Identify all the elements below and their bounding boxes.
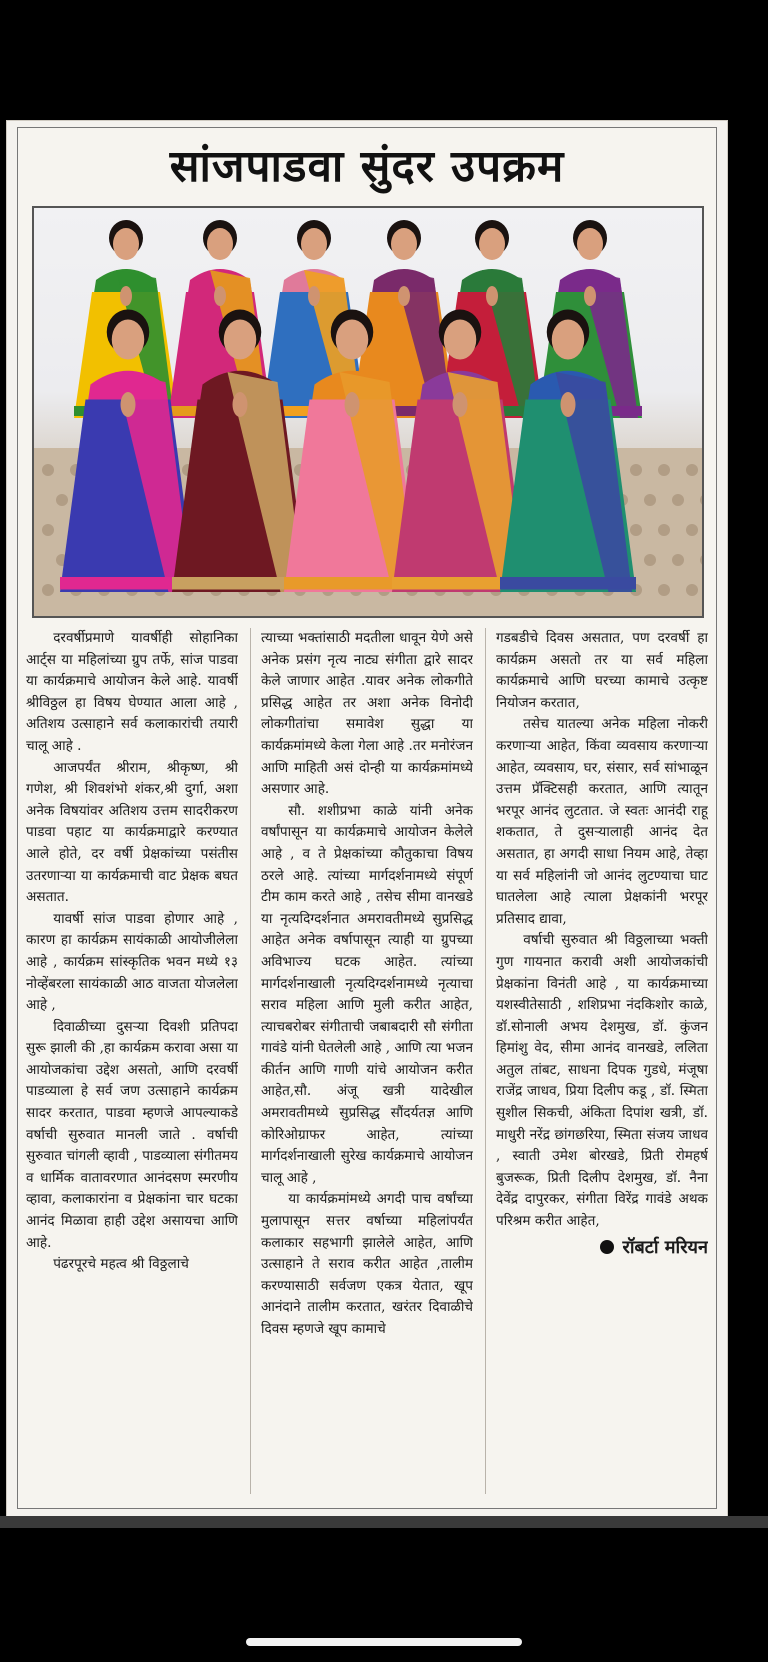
article-column-2 bbox=[250, 628, 473, 1494]
article-headline: सांजपाडवा सुंदर उपक्रम bbox=[169, 141, 565, 192]
article-paragraph: त्याच्या भक्तांसाठी मदतीला धावून येणे असे अनेक प्रसंग नृत्य नाट्य संगीता द्वारे सादर केले जाणार आहेत .यावर अनेक लोकगीते प्रसिद्ध आहेत तर अशा अनेक विनोदी लोकगीतांचा समावेश सुद्धा या कार्यक्रमांमध्ये केला गेला आहे .तर मनोरंजन आणि माहिती असं दोन्ही या कार्यक्रमांमध्ये असणार आहे. bbox=[261, 630, 473, 798]
floor-pattern bbox=[658, 464, 670, 476]
face bbox=[577, 228, 603, 260]
article-paragraph: वर्षाची सुरुवात श्री विठ्ठलाच्या भक्ती गुण गायनात करावी अशी आयोजकांची प्रेक्षकांना विनंती आहे , या कार्यक्रमाच्या यशस्वीतेसाठी , शशिप्रभा नंदकिशोर काळे, डॉ.सोनाली अभय देशमुख, डॉ. कुंजन हिमांशु वेद, सीमा आनंद वानखडे, ललिता अतुल तांबट, साधना दिपक गुडधे, मंजूषा राजेंद्र जाधव, प्रिया दिलीप कडू , डॉ. स्मिता सुशील सिकची, अंकिता दिपांश खत्री, डॉ. माधुरी नरेंद्र छांगछरिया, स्मिता संजय जाधव , स्वाती उमेश बोरखडे, प्रिती रोमहर्ष बुजरूक, प्रिती दिलीप देशमुख, डॉ. नैना देवेंद्र दापुरकर, संगीता विरेंद्र गावंडे अथक परिश्रम करीत आहेत, bbox=[496, 932, 708, 1230]
folded-hands bbox=[214, 286, 226, 306]
face bbox=[552, 320, 585, 360]
face bbox=[113, 228, 139, 260]
floor-pattern bbox=[672, 554, 684, 566]
floor-pattern bbox=[644, 554, 656, 566]
folded-hands bbox=[561, 392, 576, 417]
floor-pattern bbox=[56, 494, 68, 506]
article-paragraph: यावर्षी सांज पाडवा होणार आहे , कारण हा कार्यक्रम सायंकाळी आयोजीलेला आहे , कार्यक्रम सांस्कृतिक भवन मध्ये १३ नोव्हेंबरला सायंकाळी आठ वाजता योजलेला आहे , bbox=[26, 910, 238, 1014]
floor-pattern bbox=[686, 464, 698, 476]
floor-pattern bbox=[644, 494, 656, 506]
floor-pattern bbox=[672, 494, 684, 506]
face bbox=[336, 320, 369, 360]
face bbox=[301, 228, 327, 260]
face bbox=[479, 228, 505, 260]
article-paragraph: दिवाळीच्या दुसर्‍या दिवशी प्रतिपदा सुरू झाली की ,हा कार्यक्रम करावा असा या आयोजकांचा उद्देश असतो, आणि दरवर्षी पाडव्याला हे सर्व जण उत्साहाने कार्यक्रम सादर करतात, पाडवा म्हणजे आपल्याकडे वर्षाची सुरुवात मानली जाते . वर्षाची सुरुवात चांगली व्हावी , पाडव्याला संगीतमय व धार्मिक वातावरणात आनंदसण स्मरणीय व्हावा, कलाकारांना व प्रेक्षकांना चार घटका आनंद मिळावा हाही उद्देश असायचा आणि आहे. bbox=[26, 1018, 238, 1251]
floor-pattern bbox=[42, 524, 54, 536]
author-name: रॉबर्टा मरियन bbox=[622, 1236, 708, 1258]
face bbox=[444, 320, 477, 360]
article-frame bbox=[17, 127, 717, 1509]
article-column-3 bbox=[485, 628, 708, 1494]
newspaper-clipping bbox=[6, 120, 728, 1518]
article-paragraph: पंढरपूरचे महत्व श्री विठ्ठलाचे bbox=[53, 1256, 189, 1273]
face bbox=[391, 228, 417, 260]
folded-hands bbox=[233, 392, 248, 417]
floor-pattern bbox=[686, 524, 698, 536]
group-photo-illustration bbox=[34, 208, 702, 616]
face bbox=[112, 320, 145, 360]
bullet-icon bbox=[600, 1240, 614, 1254]
face bbox=[224, 320, 257, 360]
floor-pattern bbox=[686, 584, 698, 596]
folded-hands bbox=[345, 392, 360, 417]
folded-hands bbox=[584, 286, 596, 306]
article-paragraph: आजपर्यंत श्रीराम, श्रीकृष्ण, श्री गणेश, श्री शिवशंभो शंकर,श्री दुर्गा, अशा अनेक विषयांवर अतिशय उत्तम सादरीकरण पाडवा पहाट या कार्यक्रमाद्वारे करण्यात आले होते, दर वर्षी प्रेक्षकांच्या पसंतीस उतरणार्‍या या कार्यक्रमाची वाट प्रेक्षक बघत असतात. bbox=[26, 759, 238, 906]
article-paragraph: सौ. शशीप्रभा काळे यांनी अनेक वर्षांपासून या कार्यक्रमाचे आयोजन केलेले आहे , व ते प्रेक्षकांच्या कौतुकाचा विषय ठरले आहे. त्यांच्या मार्गदर्शनामध्ये संपूर्ण टीम काम करते आहे , तसेच सीमा वानखडे या नृत्यदिग्दर्शनात अमरावतीमध्ये सुप्रसिद्ध आहेत अनेक वर्षापासून त्याही या ग्रुपच्या अविभाज्य घटक आहेत. त्यांच्या मार्गदर्शनाखाली नृत्यदिग्दर्शनामध्ये नृत्याचा सराव महिला आणि मुली करीत आहेत, त्याचबरोबर संगीताची जबाबदारी सौ संगीता गावंडे यांनी घेतलेली आहे , आणि त्या भजन कीर्तन आणि गाणी यांचे आयोजन करीत आहेत,सौ. अंजू खत्री यादेखील अमरावतीमध्ये सुप्रसिद्ध सौंदर्यतज्ञ आणि कोरिओग्राफर आहेत, त्यांच्या मार्गदर्शनाखाली सुरेख कार्यक्रमाचे आयोजन चालू आहे , bbox=[261, 802, 473, 1186]
folded-hands bbox=[486, 286, 498, 306]
saree-border bbox=[500, 577, 636, 590]
folded-hands bbox=[120, 286, 132, 306]
floor-pattern bbox=[658, 524, 670, 536]
floor-pattern bbox=[658, 584, 670, 596]
face bbox=[207, 228, 233, 260]
group-photo bbox=[32, 206, 704, 618]
home-indicator[interactable] bbox=[246, 1638, 522, 1646]
folded-hands bbox=[398, 286, 410, 306]
article-paragraph: तसेच यातल्या अनेक महिला नोकरी करणार्‍या आहेत, किंवा व्यवसाय करणार्‍या आहेत, व्यवसाय, घर, संसार, सर्व सांभाळून उत्तम प्रॅक्टिसही करतात, आणि त्यातून भरपूर आनंद लुटतात. जे स्वतः आनंदी राहू शकतात, ते दुसर्‍यालाही आनंद देत असतात, हा अगदी साधा नियम आहे, तेव्हा या सर्व महिलांनी जो आनंद लुटण्याचा घाट घातलेला आहे त्याला प्रेक्षकांनी भरपूर प्रतिसाद द्यावा, bbox=[496, 716, 708, 927]
article-paragraph: दरवर्षीप्रमाणे यावर्षीही सोहानिका आर्ट्स या महिलांच्या ग्रुप तर्फे, सांज पाडवा या कार्यक्रमाचे आयोजन केले आहे. यावर्षी श्रीविठ्ठल हा विषय घेण्यात आला आहे , अतिशय उत्साहाने सर्व कलाकारांची तयारी चालू आहे . bbox=[26, 630, 238, 754]
page-edge bbox=[0, 1516, 768, 1528]
article-paragraph: गडबडीचे दिवस असतात, पण दरवर्षी हा कार्यक्रम असतो तर या सर्व महिला कार्यक्रमाचे आणि घरच्या कामाचे उत्कृष्ट नियोजन करतात, bbox=[496, 630, 708, 711]
floor-pattern bbox=[42, 464, 54, 476]
author-byline bbox=[496, 1237, 708, 1259]
floor-pattern bbox=[630, 524, 642, 536]
folded-hands bbox=[453, 392, 468, 417]
folded-hands bbox=[308, 286, 320, 306]
floor-pattern bbox=[630, 464, 642, 476]
article-body bbox=[26, 628, 708, 1494]
article-column-1 bbox=[26, 628, 238, 1494]
article-paragraph: या कार्यक्रमांमध्ये अगदी पाच वर्षांच्या मुलापासून सत्तर वर्षाच्या महिलांपर्यंत कलाकार सहभागी झालेले आहेत, आणि उत्साहाने ते सराव करीत आहेत ,तालीम करण्यासाठी सर्वजण एकत्र येतात, खूप आनंदाने तालीम करतात, खरंतर दिवाळीचे दिवस म्हणजे खूप कामाचे bbox=[261, 1191, 473, 1337]
floor-pattern bbox=[42, 584, 54, 596]
folded-hands bbox=[121, 392, 136, 417]
